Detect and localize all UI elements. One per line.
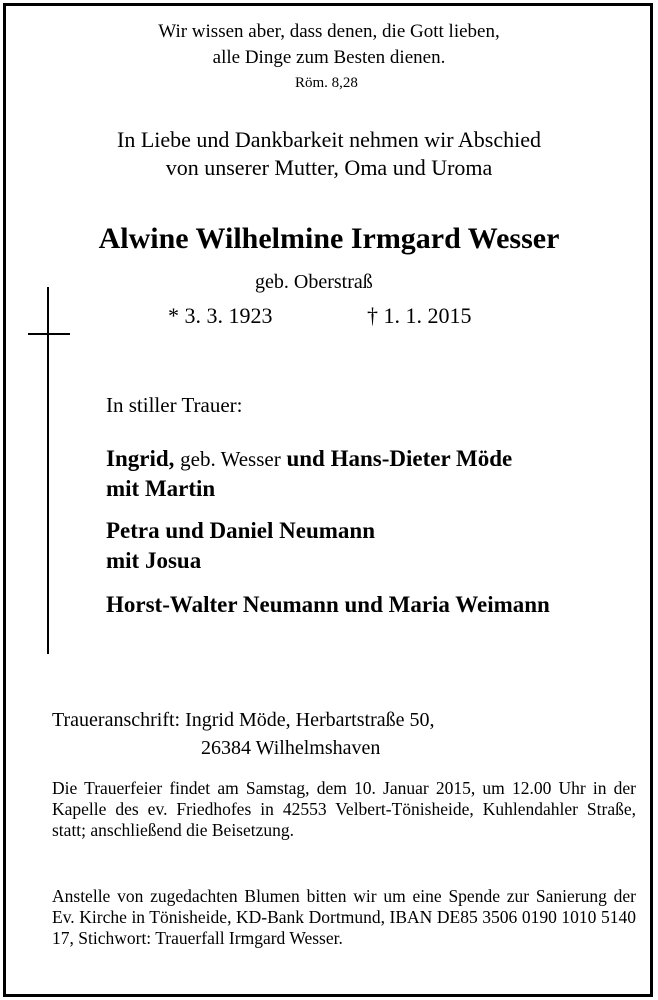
- cross-vertical-bar: [47, 287, 49, 654]
- mourners-heading: In stiller Trauer:: [106, 393, 243, 417]
- ceremony-paragraph: Die Trauerfeier findet am Samstag, dem 10. Januar 2015, um 12.00 Uhr in der Kapelle des ev. Friedhofes in 42553 Velbert-Tönisheide, Kuhlendahler Straße, statt; anschließend die Beisetzung.: [52, 778, 636, 840]
- verse-reference: Röm. 8,28: [295, 75, 358, 91]
- verse-line-1: Wir wissen aber, dass denen, die Gott lieben,: [158, 21, 500, 42]
- cross-horizontal-bar: [28, 333, 70, 335]
- verse-line-2: alle Dinge zum Besten dienen.: [212, 47, 446, 68]
- family-2-line-1: Petra und Daniel Neumann: [106, 518, 375, 543]
- family-1-line-2: mit Martin: [106, 476, 216, 501]
- family-1-name: Ingrid,: [106, 446, 175, 471]
- birth-date: * 3. 3. 1923: [168, 303, 273, 328]
- death-date: † 1. 1. 2015: [367, 303, 472, 328]
- deceased-birth-name: geb. Oberstraß: [255, 271, 373, 293]
- deceased-name: Alwine Wilhelmine Irmgard Wesser: [98, 222, 560, 255]
- address-line-2: 26384 Wilhelmshaven: [201, 737, 381, 759]
- address-line-1: Traueranschrift: Ingrid Möde, Herbartstraße 50,: [52, 709, 435, 731]
- family-3-line-1: Horst-Walter Neumann und Maria Weimann: [106, 592, 550, 617]
- family-2-line-2: mit Josua: [106, 548, 202, 573]
- intro-line-1: In Liebe und Dankbarkeit nehmen wir Abschied: [117, 127, 541, 152]
- intro-line-2: von unserer Mutter, Oma und Uroma: [165, 155, 493, 180]
- family-1-line-1: [106, 446, 512, 472]
- family-1-partner: und Hans-Dieter Möde: [286, 446, 513, 471]
- donation-paragraph: Anstelle von zugedachten Blumen bitten wir um eine Spende zur Sanierung der Ev. Kirche in Tönisheide, KD-Bank Dortmund, IBAN DE85 3506 0190 1010 5140 17, Stichwort: Trauerfall Irmgard Wesser.: [52, 886, 636, 948]
- family-1-birth-name: geb. Wesser: [180, 447, 281, 471]
